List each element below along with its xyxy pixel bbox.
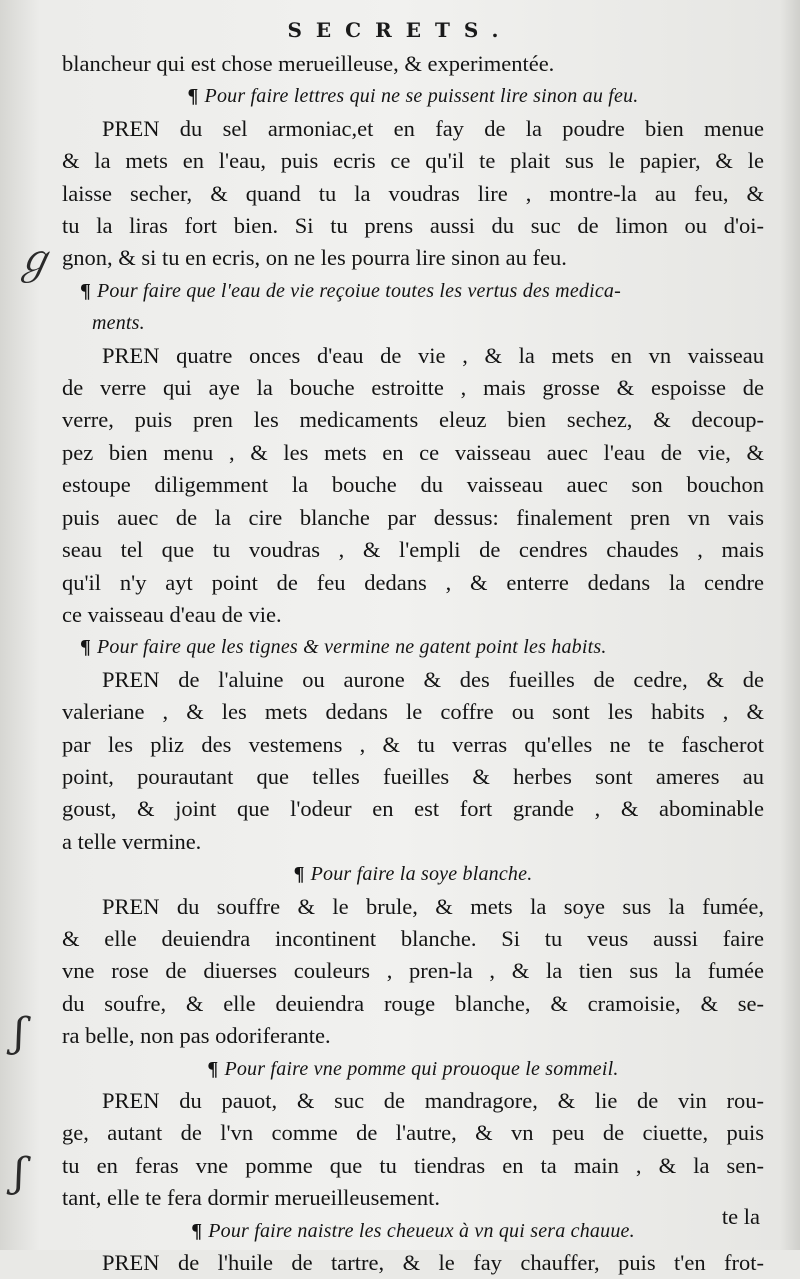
running-head: SECRETS. [287,18,513,42]
section-heading [62,858,764,890]
body-line: PREN de l'aluine ou aurone & des fueilles de cedre, & de [102,666,764,692]
section-heading [62,1215,764,1247]
body-line: PREN du souffre & le brule, & mets la soye sus la fumée, [102,893,764,919]
section-heading [62,80,764,112]
margin-annotation-mark: ʃ [14,1010,25,1056]
body-line: estoupe diligemment la bouche du vaisseau auec son bouchon [62,472,764,498]
section-heading-text: Pour faire que les tignes & vermine ne gatent point les habits. [97,636,607,659]
section-heading-text: Pour faire que l'eau de vie reçoiue toutes les vertus des medica- [97,279,621,302]
body-line: goust, & joint que l'odeur en est fort grande , & abominable [62,796,764,822]
pilcrow-icon: ¶ [187,85,199,108]
catchword: te la [721,1204,760,1229]
margin-annotation-mark: ℊ [14,237,54,283]
section-heading-text: ments. [92,312,145,335]
section-heading [62,1053,764,1085]
section-heading-text: Pour faire naistre les cheueux à vn qui sera chauue. [208,1219,635,1242]
body-line: gnon, & si tu en ecris, on ne les pourra lire sinon au feu. [62,245,567,271]
body-line: tant, elle te fera dormir merueilleusement. [62,1185,440,1211]
margin-annotation-mark: ʃ [14,1150,25,1196]
section-heading [62,307,764,339]
pilcrow-icon: ¶ [207,1057,219,1080]
section-heading-text: Pour faire vne pomme qui prouoque le sommeil. [224,1057,619,1080]
body-line: puis auec de la cire blanche par dessus: finalement pren vn vais [62,504,764,530]
body-line: vne rose de diuerses couleurs , pren-la , & la tien sus la fumée [62,958,764,984]
pilcrow-icon: ¶ [293,863,305,886]
body-line: PREN quatre onces d'eau de vie , & la mets en vn vaisseau [102,342,764,368]
text-block [62,48,764,1279]
body-line: de verre qui aye la bouche estroitte , mais grosse & espoisse de [62,375,764,401]
body-line: tu la liras fort bien. Si tu prens aussi du suc de limon ou d'oi- [62,213,764,239]
body-line: ce vaisseau d'eau de vie. [62,601,282,627]
body-line: tu en feras vne pomme que tu tiendras en ta main , & la sen- [62,1152,764,1178]
pilcrow-icon: ¶ [80,279,92,302]
body-line: qu'il n'y ayt point de feu dedans , & enterre dedans la cendre [62,569,764,595]
body-line: verre, puis pren les medicaments eleuz bien sechez, & decoup- [62,407,764,433]
body-line: pez bien menu , & les mets en ce vaisseau auec l'eau de vie, & [62,439,764,465]
body-line: par les pliz des vestemens , & tu verras qu'elles ne te fascherot [62,731,764,757]
body-line: PREN du pauot, & suc de mandragore, & lie de vin rou- [102,1088,764,1113]
body-line: du soufre, & elle deuiendra rouge blanche, & cramoisie, & se- [62,990,764,1016]
body-line: laisse secher, & quand tu la voudras lire , montre-la au feu, & [62,180,764,206]
section-heading [62,275,764,307]
body-line: point, pourautant que telles fueilles & herbes sont ameres au [62,763,764,789]
pilcrow-icon: ¶ [191,1219,203,1242]
body-line: blancheur qui est chose merueilleuse, & experimentée. [62,51,555,76]
body-line: PREN de l'huile de tartre, & le fay chauffer, puis t'en frot- [102,1250,764,1276]
body-line: valeriane , & les mets dedans le coffre ou sont les habits , & [62,699,764,725]
body-line: & elle deuiendra incontinent blanche. Si tu veus aussi faire [62,925,764,951]
section-heading-text: Pour faire la soye blanche. [310,863,533,886]
pilcrow-icon: ¶ [80,636,92,659]
body-line: PREN du sel armoniac,et en fay de la poudre bien menue [102,115,764,141]
body-line: a telle vermine. [62,828,202,854]
body-line: ge, autant de l'vn comme de l'autre, & vn peu de ciuette, puis [62,1120,764,1146]
body-line: ra belle, non pas odoriferante. [62,1023,331,1049]
body-line: & la mets en l'eau, puis ecris ce qu'il te plait sus le papier, & le [62,148,764,174]
section-heading-text: Pour faire lettres qui ne se puissent lire sinon au feu. [204,85,639,108]
section-heading [62,631,764,663]
body-line: seau tel que tu voudras , & l'empli de cendres chaudes , mais [62,537,764,563]
